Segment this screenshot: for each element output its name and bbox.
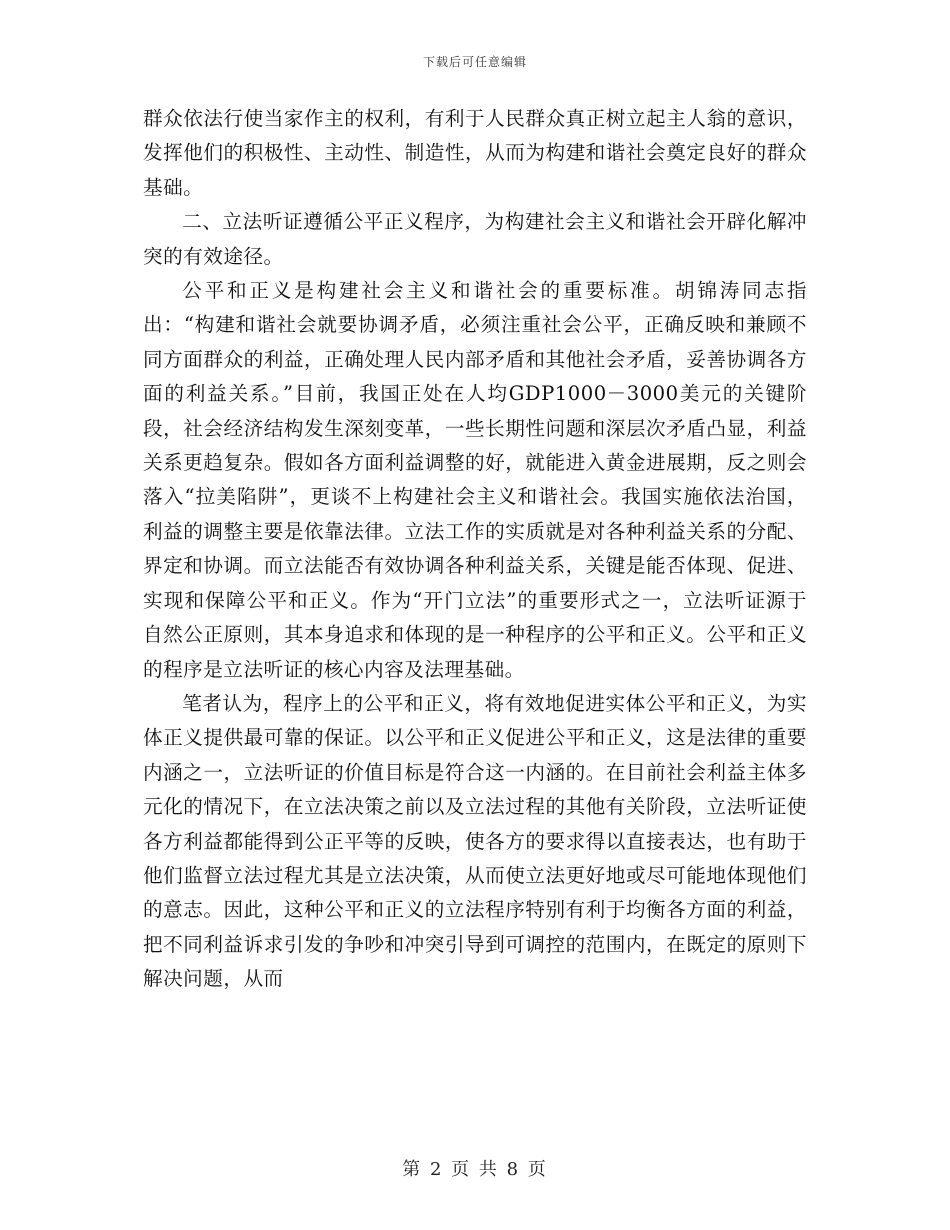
page-header: 下载后可任意编辑 xyxy=(422,55,527,69)
paragraph-continuation: 群众依法行使当家作主的权利，有利于人民群众真正树立起主人翁的意识，发挥他们的积极性、主动性、制造性，从而为构建和谐社会奠定良好的群众基础。 xyxy=(143,107,807,199)
paragraph-author-view: 笔者认为，程序上的公平和正义，将有效地促进实体公平和正义，为实体正义提供最可靠的保证。以公平和正义促进公平和正义，这是法律的重要内涵之一，立法听证的价值目标是符合这一内涵的。在目前社会利益主体多元化的情况下，在立法决策之前以及立法过程的其他有关阶段，立法听证使各方利益都能得到公正平等的反映，使各方的要求得以直接表达，也有助于他们监督立法过程尤其是立法决策，从而使立法更好地或尽可能地体现他们的意志。因此，这种公平和正义的立法程序特别有利于均衡各方面的利益，把不同利益诉求引发的争吵和冲突引导到可调控的范围内，在既定的原则下解决问题，从而 xyxy=(143,691,807,991)
document-body xyxy=(143,102,807,997)
section-heading-two: 二、立法听证遵循公平正义程序，为构建社会主义和谐社会开辟化解冲突的有效途径。 xyxy=(143,210,807,268)
page-number: 第 2 页 共 8 页 xyxy=(402,1159,548,1180)
paragraph-fairness-justice: 公平和正义是构建社会主义和谐社会的重要标准。胡锦涛同志指出：“构建和谐社会就要协调矛盾，必须注重社会公平，正确反映和兼顾不同方面群众的利益，正确处理人民内部矛盾和其他社会矛盾，妥善协调各方面的利益关系。”目前，我国正处在人均GDP1000－3000美元的关键阶段，社会经济结构发生深刻变革，一些长期性问题和深层次矛盾凸显，利益关系更趋复杂。假如各方面利益调整的好，就能进入黄金进展期，反之则会落入“拉美陷阱”，更谈不上构建社会主义和谐社会。我国实施依法治国，利益的调整主要是依靠法律。立法工作的实质就是对各种利益关系的分配、界定和协调。而立法能否有效协调各种利益关系，关键是能否体现、促进、实现和保障公平和正义。作为“开门立法”的重要形式之一，立法听证源于自然公正原则，其本身追求和体现的是一种程序的公平和正义。公平和正义的程序是立法听证的核心内容及法理基础。 xyxy=(143,279,807,681)
